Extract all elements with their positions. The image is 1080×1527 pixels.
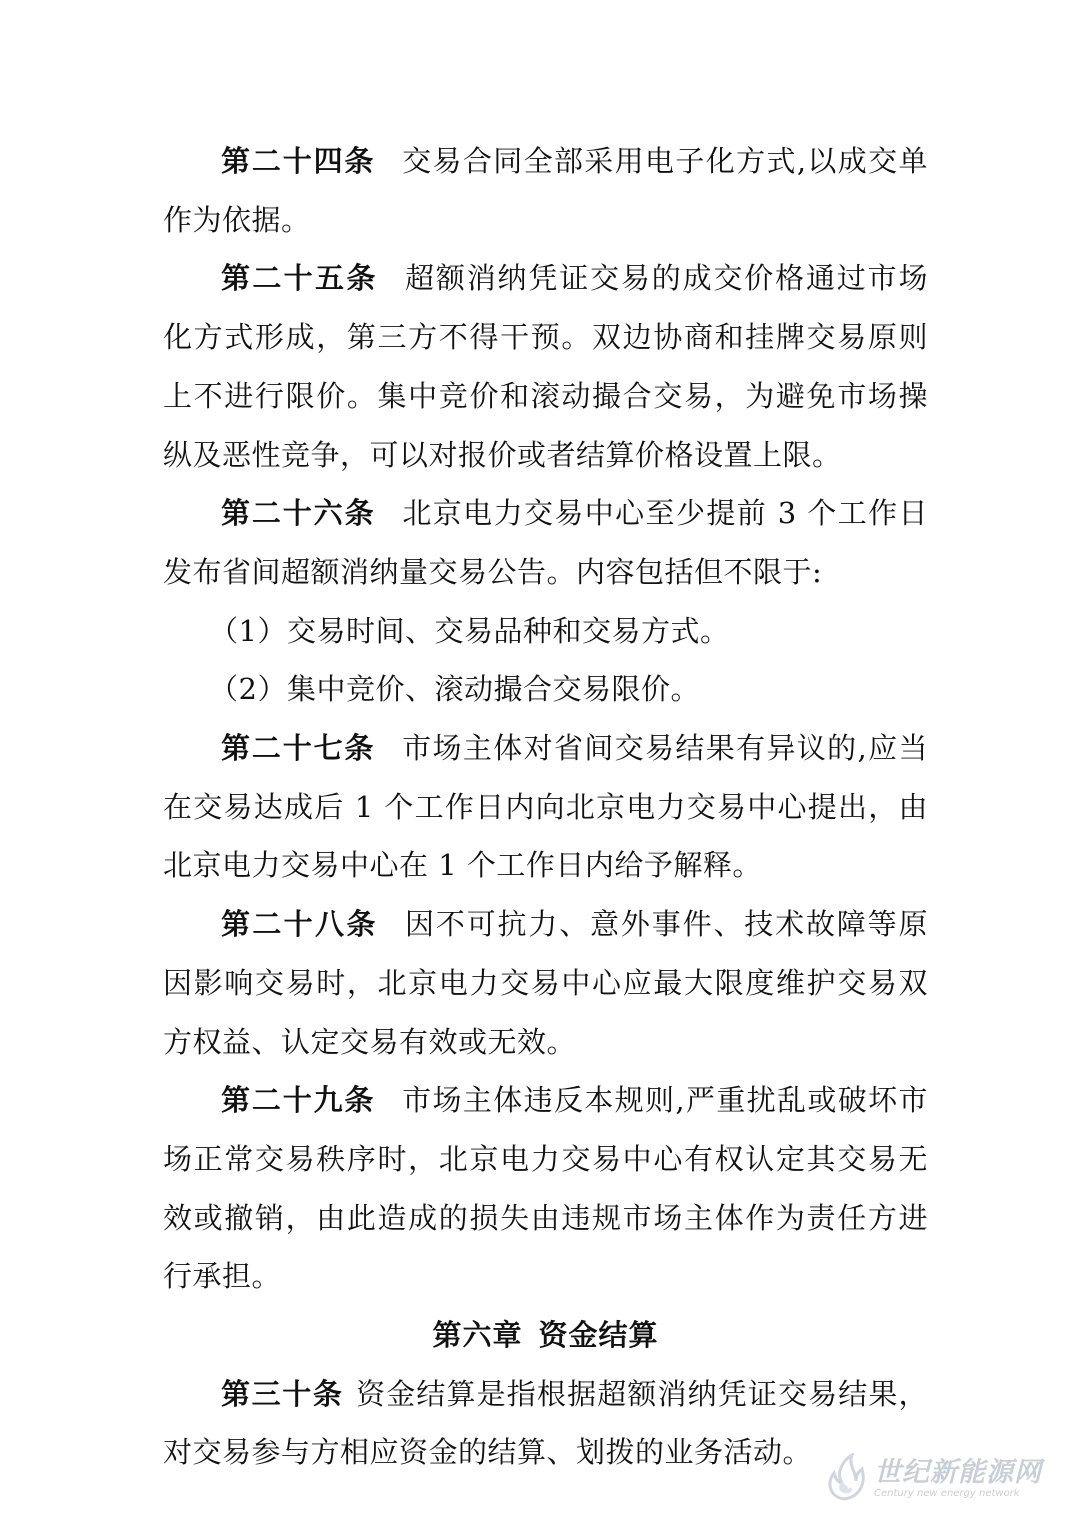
- article-27: [163, 719, 928, 895]
- document-page: [163, 132, 928, 1482]
- watermark-subtext: Century new energy network: [874, 1488, 1020, 1499]
- chapter-heading: [163, 1306, 928, 1365]
- list-item-1: （1）交易时间、交易品种和交易方式。: [209, 613, 730, 648]
- flame-logo-icon: [822, 1453, 868, 1505]
- article-24: [163, 132, 928, 249]
- article-text: 因不可抗力、意外事件、技术故障等原因影响交易时，北京电力交易中心应最大限度维护交易双方权益、认定交易有效或无效。: [163, 907, 928, 1059]
- article-26: [163, 484, 928, 601]
- watermark: [822, 1453, 1042, 1505]
- article-label: 第二十四条: [221, 144, 376, 178]
- article-text: 北京电力交易中心至少提前 3 个工作日发布省间超额消纳量交易公告。内容包括但不限于:: [163, 496, 928, 589]
- article-label: 第二十六条: [221, 496, 376, 531]
- chapter-title: 资金结算: [538, 1318, 659, 1353]
- article-label: 第二十七条: [221, 731, 376, 766]
- article-label: 第二十九条: [221, 1083, 376, 1118]
- list-item-2: （2）集中竞价、滚动撮合交易限价。: [209, 672, 700, 707]
- article-label: 第三十条: [221, 1376, 344, 1411]
- article-text: 市场主体对省间交易结果有异议的,应当在交易达成后 1 个工作日内向北京电力交易中心提出，由北京电力交易中心在 1 个工作日内给予解释。: [163, 731, 928, 883]
- article-text: 超额消纳凭证交易的成交价格通过市场化方式形成，第三方不得干预。双边协商和挂牌交易原则上不进行限价。集中竞价和滚动撮合交易，为避免市场操纵及恶性竞争，可以对报价或者结算价格设置上限。: [163, 261, 928, 472]
- article-label: 第二十五条: [221, 261, 378, 296]
- article-text: 资金结算是指根据超额消纳凭证交易结果，对交易参与方相应资金的结算、划拨的业务活动。: [163, 1376, 928, 1470]
- article-29: [163, 1071, 928, 1306]
- article-label: 第二十八条: [221, 907, 378, 942]
- article-text: 市场主体违反本规则,严重扰乱或破坏市场正常交易秩序时，北京电力交易中心有权认定其交易无效或撤销，由此造成的损失由违规市场主体作为责任方进行承担。: [163, 1083, 928, 1294]
- article-30: [163, 1365, 928, 1482]
- article-25: [163, 249, 928, 484]
- watermark-text: 世纪新能源网: [874, 1457, 1042, 1488]
- article-text: 交易合同全部采用电子化方式,以成交单作为依据。: [163, 144, 928, 237]
- article-28: [163, 895, 928, 1071]
- chapter-number: 第六章: [432, 1318, 523, 1353]
